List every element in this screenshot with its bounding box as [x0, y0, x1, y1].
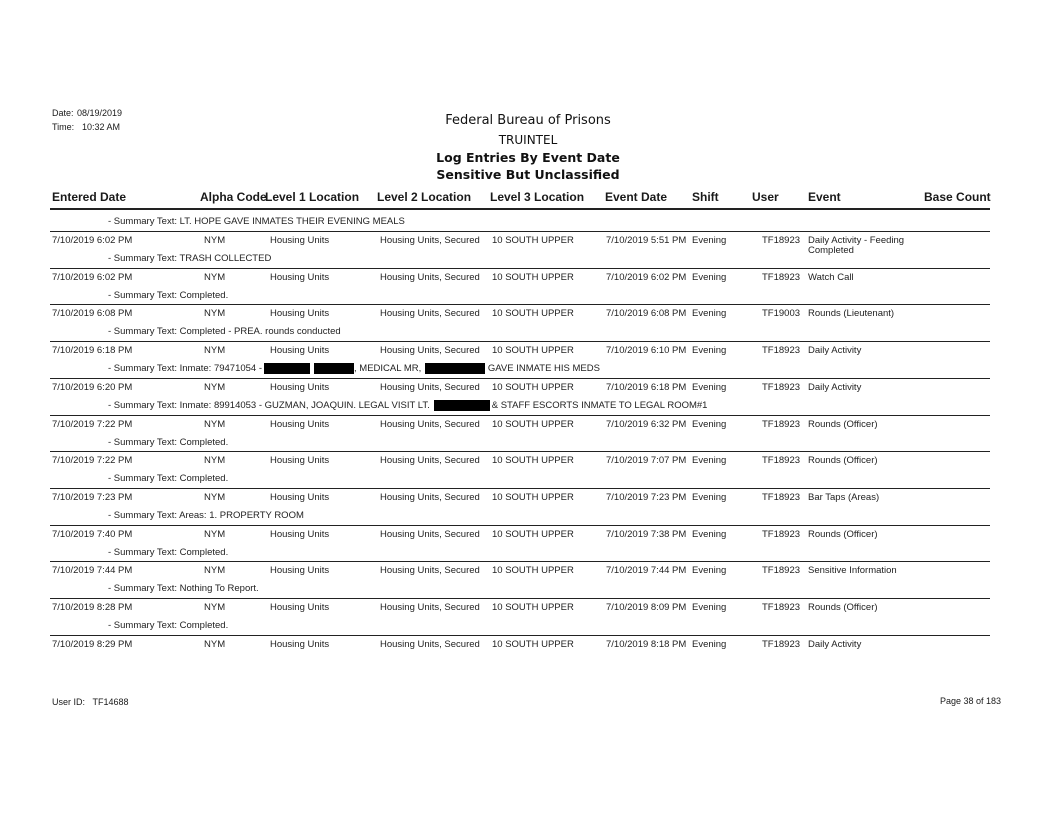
- cell-level3-location: 10 SOUTH UPPER: [492, 492, 574, 503]
- cell-event: Rounds (Officer): [808, 419, 878, 430]
- cell-level1-location: Housing Units: [270, 382, 330, 393]
- system-title: TRUINTEL: [498, 133, 558, 147]
- summary-text: - Summary Text: Inmate: 79471054 - , MEDICAL MR, GAVE INMATE HIS MEDS: [108, 363, 600, 375]
- cell-alpha-code: NYM: [204, 455, 226, 466]
- cell-level2-location: Housing Units, Secured: [380, 455, 480, 466]
- summary-text: - Summary Text: TRASH COLLECTED: [108, 253, 272, 264]
- cell-level2-location: Housing Units, Secured: [380, 272, 480, 283]
- cell-event: Sensitive Information: [808, 565, 897, 576]
- cell-user-id: TF18923: [762, 419, 801, 430]
- cell-user-id: TF18923: [762, 272, 801, 283]
- row-rule: [50, 451, 990, 452]
- cell-level2-location: Housing Units, Secured: [380, 382, 480, 393]
- org-title: Federal Bureau of Prisons: [445, 113, 611, 128]
- summary-text: - Summary Text: Inmate: 89914053 - GUZMAN, JOAQUIN. LEGAL VISIT LT. & STAFF ESCORTS INMATE TO LEGAL ROOM#1: [108, 400, 708, 412]
- cell-shift: Evening: [692, 639, 727, 650]
- row-rule: [50, 415, 990, 416]
- header-rule: [50, 208, 990, 210]
- footer-page-number: Page 38 of 183: [940, 696, 1002, 706]
- cell-user-id: TF18923: [762, 345, 801, 356]
- cell-level2-location: Housing Units, Secured: [380, 235, 480, 246]
- cell-user-id: TF18923: [762, 565, 801, 576]
- redaction-block: [314, 363, 354, 374]
- cell-shift: Evening: [692, 272, 727, 283]
- col-level3: Level 3 Location: [490, 190, 585, 204]
- cell-user-id: TF18923: [762, 382, 801, 393]
- cell-entered-date: 7/10/2019 7:40 PM: [52, 529, 133, 540]
- cell-level2-location: Housing Units, Secured: [380, 565, 480, 576]
- cell-entered-date: 7/10/2019 6:18 PM: [52, 345, 133, 356]
- cell-user-id: TF18923: [762, 602, 801, 613]
- cell-event: Rounds (Officer): [808, 529, 878, 540]
- cell-shift: Evening: [692, 455, 727, 466]
- summary-text: - Summary Text: Areas: 1. PROPERTY ROOM: [108, 510, 304, 521]
- cell-alpha-code: NYM: [204, 529, 226, 540]
- cell-level1-location: Housing Units: [270, 455, 330, 466]
- cell-shift: Evening: [692, 235, 727, 246]
- row-rule: [50, 268, 990, 269]
- row-rule: [50, 231, 990, 232]
- col-shift: Shift: [692, 190, 719, 204]
- cell-alpha-code: NYM: [204, 345, 226, 356]
- cell-level2-location: Housing Units, Secured: [380, 529, 480, 540]
- cell-level1-location: Housing Units: [270, 602, 330, 613]
- cell-entered-date: 7/10/2019 7:22 PM: [52, 455, 133, 466]
- cell-event-date: 7/10/2019 7:44 PM: [606, 565, 687, 576]
- cell-shift: Evening: [692, 565, 727, 576]
- cell-entered-date: 7/10/2019 7:22 PM: [52, 419, 133, 430]
- cell-alpha-code: NYM: [204, 565, 226, 576]
- cell-level3-location: 10 SOUTH UPPER: [492, 235, 574, 246]
- cell-level3-location: 10 SOUTH UPPER: [492, 419, 574, 430]
- row-rule: [50, 635, 990, 636]
- col-level2: Level 2 Location: [377, 190, 472, 204]
- summary-text: - Summary Text: Nothing To Report.: [108, 583, 259, 594]
- cell-level2-location: Housing Units, Secured: [380, 492, 480, 503]
- cell-shift: Evening: [692, 492, 727, 503]
- cell-event: Rounds (Officer): [808, 455, 878, 466]
- cell-level1-location: Housing Units: [270, 419, 330, 430]
- summary-text: - Summary Text: Completed.: [108, 437, 229, 448]
- cell-shift: Evening: [692, 529, 727, 540]
- cell-event: Rounds (Lieutenant): [808, 308, 895, 319]
- summary-text: - Summary Text: Completed - PREA. rounds conducted: [108, 326, 341, 337]
- cell-user-id: TF18923: [762, 455, 801, 466]
- cell-level3-location: 10 SOUTH UPPER: [492, 308, 574, 319]
- cell-event-date: 7/10/2019 8:09 PM: [606, 602, 687, 613]
- row-rule: [50, 378, 990, 379]
- cell-level3-location: 10 SOUTH UPPER: [492, 382, 574, 393]
- cell-shift: Evening: [692, 345, 727, 356]
- cell-entered-date: 7/10/2019 6:02 PM: [52, 272, 133, 283]
- cell-event-date: 7/10/2019 6:08 PM: [606, 308, 687, 319]
- summary-text: - Summary Text: Completed.: [108, 620, 229, 631]
- redaction-block: [434, 400, 490, 411]
- row-rule: [50, 525, 990, 526]
- summary-text: - Summary Text: Completed.: [108, 290, 229, 301]
- cell-event-date: 7/10/2019 5:51 PM: [606, 235, 687, 246]
- col-entered-date: Entered Date: [52, 190, 127, 204]
- cell-level2-location: Housing Units, Secured: [380, 639, 480, 650]
- cell-level1-location: Housing Units: [270, 565, 330, 576]
- cell-user-id: TF18923: [762, 639, 801, 650]
- cell-shift: Evening: [692, 308, 727, 319]
- cell-level1-location: Housing Units: [270, 492, 330, 503]
- col-alpha-code: Alpha Code: [200, 190, 267, 204]
- cell-entered-date: 7/10/2019 7:23 PM: [52, 492, 133, 503]
- cell-entered-date: 7/10/2019 6:08 PM: [52, 308, 133, 319]
- cell-level1-location: Housing Units: [270, 639, 330, 650]
- cell-event-date: 7/10/2019 6:10 PM: [606, 345, 687, 356]
- cell-user-id: TF18923: [762, 235, 801, 246]
- cell-entered-date: 7/10/2019 6:02 PM: [52, 235, 133, 246]
- cell-level2-location: Housing Units, Secured: [380, 419, 480, 430]
- cell-alpha-code: NYM: [204, 419, 226, 430]
- cell-level1-location: Housing Units: [270, 272, 330, 283]
- col-event-date: Event Date: [605, 190, 668, 204]
- cell-event-date: 7/10/2019 6:32 PM: [606, 419, 687, 430]
- row-rule: [50, 488, 990, 489]
- report-date: Date: 08/19/2019: [52, 108, 123, 118]
- cell-level1-location: Housing Units: [270, 235, 330, 246]
- cell-level3-location: 10 SOUTH UPPER: [492, 639, 574, 650]
- row-rule: [50, 561, 990, 562]
- cell-level2-location: Housing Units, Secured: [380, 345, 480, 356]
- cell-user-id: TF18923: [762, 492, 801, 503]
- redaction-block: [425, 363, 485, 374]
- cell-event: Bar Taps (Areas): [808, 492, 880, 503]
- cell-level2-location: Housing Units, Secured: [380, 308, 480, 319]
- cell-event: Daily Activity: [808, 345, 862, 356]
- cell-alpha-code: NYM: [204, 639, 226, 650]
- cell-level3-location: 10 SOUTH UPPER: [492, 272, 574, 283]
- col-base-count: Base Count: [924, 190, 991, 204]
- row-rule: [50, 598, 990, 599]
- cell-shift: Evening: [692, 419, 727, 430]
- cell-event-date: 7/10/2019 7:23 PM: [606, 492, 687, 503]
- cell-level3-location: 10 SOUTH UPPER: [492, 565, 574, 576]
- cell-event: Daily Activity: [808, 382, 862, 393]
- col-level1: Level 1 Location: [265, 190, 360, 204]
- report-time: Time: 10:32 AM: [52, 122, 121, 132]
- summary-text: - Summary Text: LT. HOPE GAVE INMATES THEIR EVENING MEALS: [108, 216, 405, 227]
- cell-event-date: 7/10/2019 8:18 PM: [606, 639, 687, 650]
- cell-alpha-code: NYM: [204, 382, 226, 393]
- cell-event-date: 7/10/2019 6:02 PM: [606, 272, 687, 283]
- cell-alpha-code: NYM: [204, 492, 226, 503]
- redaction-block: [264, 363, 310, 374]
- cell-level1-location: Housing Units: [270, 345, 330, 356]
- cell-alpha-code: NYM: [204, 235, 226, 246]
- row-rule: [50, 304, 990, 305]
- cell-alpha-code: NYM: [204, 602, 226, 613]
- cell-event-cont: Completed: [808, 245, 854, 256]
- cell-level3-location: 10 SOUTH UPPER: [492, 529, 574, 540]
- cell-alpha-code: NYM: [204, 308, 226, 319]
- cell-entered-date: 7/10/2019 8:28 PM: [52, 602, 133, 613]
- col-user: User: [752, 190, 779, 204]
- cell-level1-location: Housing Units: [270, 308, 330, 319]
- cell-level1-location: Housing Units: [270, 529, 330, 540]
- cell-level2-location: Housing Units, Secured: [380, 602, 480, 613]
- summary-text: - Summary Text: Completed.: [108, 473, 229, 484]
- cell-event: Rounds (Officer): [808, 602, 878, 613]
- cell-event: Daily Activity: [808, 639, 862, 650]
- footer-user-id: User ID: TF14688: [52, 697, 129, 707]
- cell-shift: Evening: [692, 602, 727, 613]
- cell-event-date: 7/10/2019 7:38 PM: [606, 529, 687, 540]
- cell-user-id: TF18923: [762, 529, 801, 540]
- cell-event: Watch Call: [808, 272, 854, 283]
- cell-event-date: 7/10/2019 6:18 PM: [606, 382, 687, 393]
- cell-entered-date: 7/10/2019 7:44 PM: [52, 565, 133, 576]
- col-event: Event: [808, 190, 841, 204]
- cell-level3-location: 10 SOUTH UPPER: [492, 602, 574, 613]
- summary-text: - Summary Text: Completed.: [108, 547, 229, 558]
- report-title: Log Entries By Event Date: [436, 150, 620, 165]
- classification-title: Sensitive But Unclassified: [436, 167, 620, 182]
- cell-level3-location: 10 SOUTH UPPER: [492, 455, 574, 466]
- cell-entered-date: 7/10/2019 8:29 PM: [52, 639, 133, 650]
- cell-event-date: 7/10/2019 7:07 PM: [606, 455, 687, 466]
- cell-event: Daily Activity - Feeding: [808, 235, 905, 246]
- cell-alpha-code: NYM: [204, 272, 226, 283]
- cell-level3-location: 10 SOUTH UPPER: [492, 345, 574, 356]
- cell-entered-date: 7/10/2019 6:20 PM: [52, 382, 133, 393]
- cell-user-id: TF19003: [762, 308, 801, 319]
- cell-shift: Evening: [692, 382, 727, 393]
- row-rule: [50, 341, 990, 342]
